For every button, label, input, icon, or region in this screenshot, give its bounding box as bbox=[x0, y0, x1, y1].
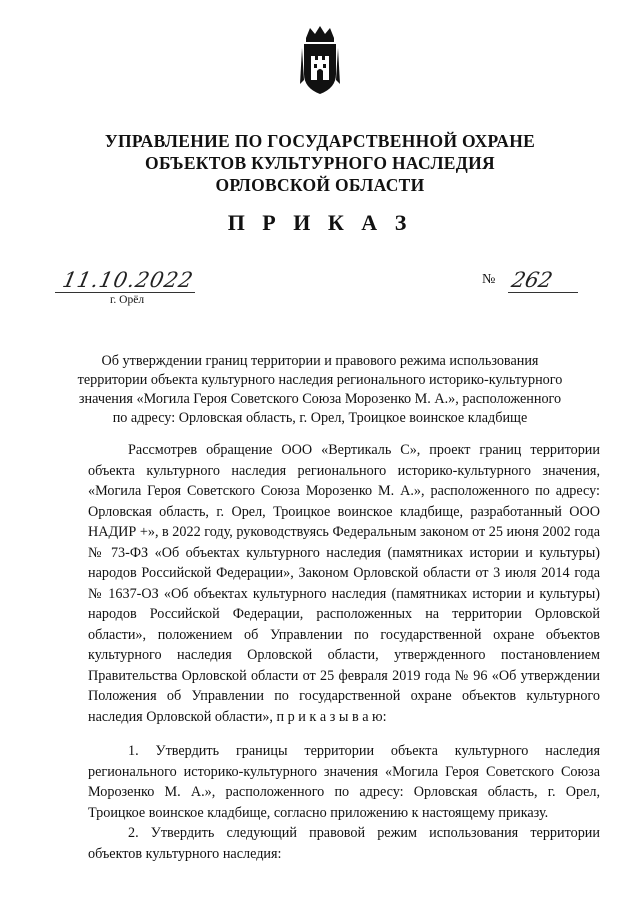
order-body bbox=[88, 440, 600, 864]
handwritten-date: 11.10.2022 bbox=[60, 268, 196, 292]
date-field bbox=[55, 268, 195, 294]
city-label: г. Орёл bbox=[110, 294, 145, 306]
subject-line: Об утверждении границ территории и правового режима использования bbox=[101, 353, 539, 369]
subject-line: значения «Могила Героя Советского Союза Морозенко М. А.», расположенного bbox=[78, 391, 562, 407]
number-sign: № bbox=[482, 272, 496, 287]
document-type-title: П Р И К А З bbox=[227, 210, 413, 235]
issuing-authority bbox=[60, 130, 580, 196]
date-underline bbox=[55, 292, 195, 293]
handwritten-number: 262 bbox=[509, 268, 555, 292]
agency-line-1: УПРАВЛЕНИЕ ПО ГОСУДАРСТВЕННОЙ ОХРАНЕ bbox=[104, 131, 536, 151]
agency-line-3: ОРЛОВСКОЙ ОБЛАСТИ bbox=[215, 175, 425, 195]
subject-line: территории объекта культурного наследия регионального историко-культурного bbox=[77, 372, 563, 388]
order-subject bbox=[70, 352, 570, 428]
agency-line-2: ОБЪЕКТОВ КУЛЬТУРНОГО НАСЛЕДИЯ bbox=[145, 153, 495, 173]
order-item-1: 1. Утвердить границы территории объекта культурного наследия регионального историко-культурного значения «Могила Героя Советского Союза Морозенко М. А.», расположенного по адресу: Орловская область, г. Орел, Троицкое воинское кладбище, согласно приложению к настоящему приказу. bbox=[88, 743, 600, 821]
coat-of-arms-icon bbox=[300, 24, 340, 96]
subject-line: по адресу: Орловская область, г. Орел, Троицкое воинское кладбище bbox=[112, 410, 528, 426]
number-underline bbox=[508, 292, 578, 293]
order-item-2: 2. Утвердить следующий правовой режим использования территории объектов культурного наследия: bbox=[88, 825, 600, 862]
preamble-paragraph: Рассмотрев обращение ООО «Вертикаль С», проект границ территории объекта культурного наследия регионального историко-культурного значения, «Могила Героя Советского Союза Морозенко М. А.», расположенного по адресу: Орловская область, г. Орел, Троицкое воинское кладбище, разработанный ООО НАДИР +», в 2022 году, руководствуясь Федеральным законом от 25 июня 2002 года № 73-ФЗ «Об объектах культурного наследия (памятниках истории и культуры) народов Российской Федерации», Законом Орловской области от 3 июля 2014 года № 1637-ОЗ «Об объектах культурного наследия (памятниках истории и культуры) народов Российской Федерации, расположенных на территории Орловской области», положением об Управлении по государственной охране объектов культурного наследия Орловской области, утвержденного постановлением Правительства Орловской области от 25 февраля 2019 года № 96 «Об утверждении Положения об Управлении по государственной охране объектов культурного наследия Орловской области», п р и к а з ы в а ю: bbox=[88, 442, 600, 725]
order-number-field bbox=[482, 268, 592, 294]
